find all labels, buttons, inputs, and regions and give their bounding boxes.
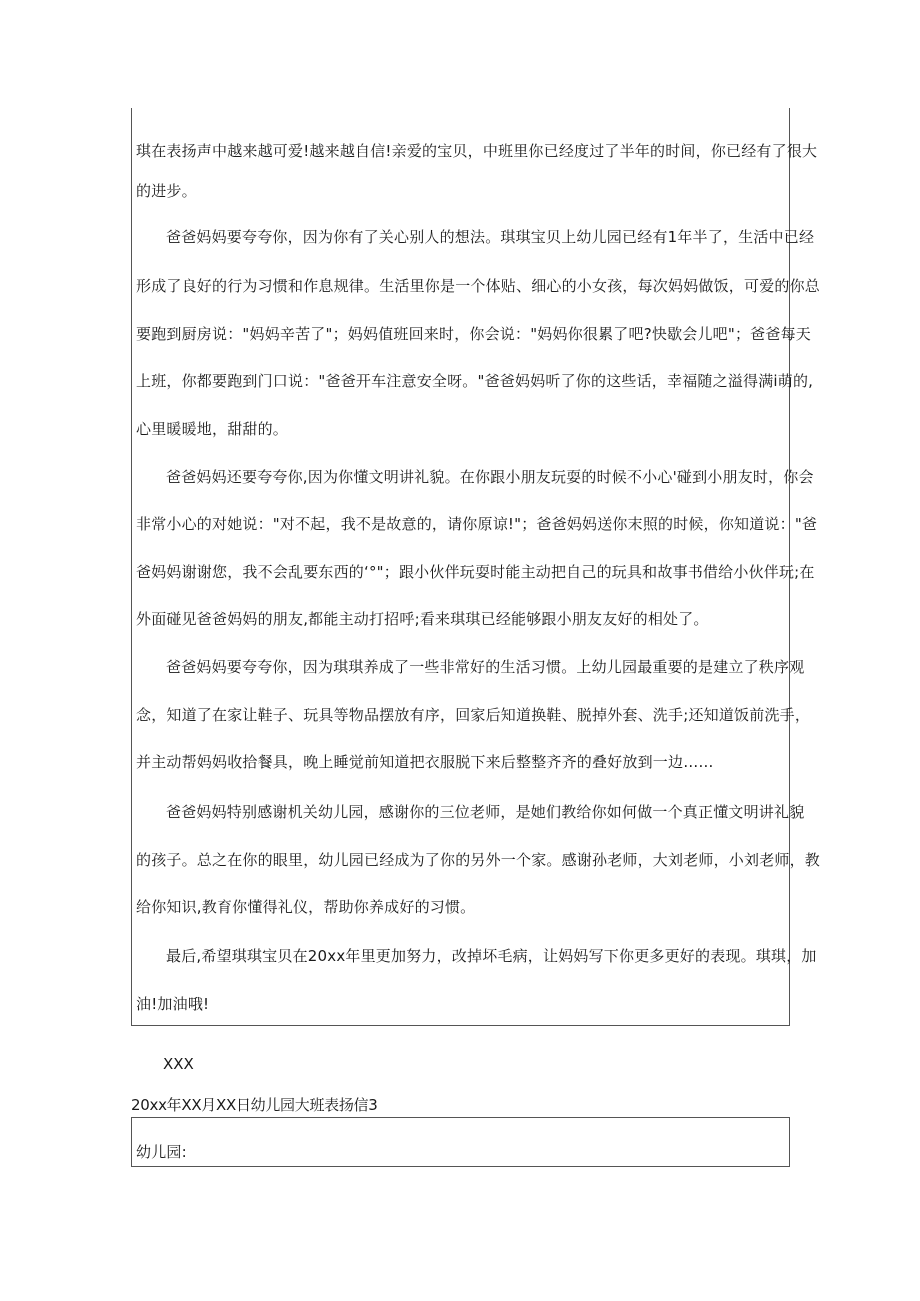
- next-letter-greeting: 幼儿园:: [136, 1143, 187, 1161]
- letter-line: 并主动帮妈妈收拾餐具，晚上睡觉前知道把衣服脱下来后整整齐齐的叠好放到一边……: [136, 753, 714, 771]
- letter-line: 形成了良好的行为习惯和作息规律。生活里你是一个体贴、细心的小女孩，每次妈妈做饭，可爱的你总: [136, 277, 821, 295]
- letter-line: 心里暖暖地，甜甜的。: [136, 420, 289, 438]
- letter-line: 爸爸妈妈要夸夸你，因为你有了关心别人的想法。琪琪宝贝上幼儿园已经有1年半了，生活中已经: [166, 228, 815, 246]
- letter-line: 琪在表扬声中越来越可爱!越来越自信!亲爱的宝贝，中班里你已经度过了半年的时间，你已经有了很大: [136, 142, 818, 160]
- signature-name: XXX: [163, 1055, 194, 1073]
- next-letter-box: [131, 1117, 790, 1167]
- letter-line: 给你知识,教育你懂得礼仪，帮助你养成好的习惯。: [136, 898, 476, 916]
- letter-line: 要跑到厨房说："妈妈辛苦了"；妈妈值班回来时，你会说："妈妈你很累了吧?快歇会儿吧"；爸爸每天: [136, 325, 811, 343]
- letter-line: 的进步。: [136, 182, 197, 200]
- letter-line: 爸爸妈妈要夸夸你，因为琪琪养成了一些非常好的生活习惯。上幼儿园最重要的是建立了秩序观: [166, 658, 805, 676]
- document-title: 20xx年XX月XX日幼儿园大班表扬信3: [131, 1096, 378, 1114]
- letter-line: 爸妈妈谢谢您，我不会乱要东西的‘°"；跟小伙伴玩耍时能主动把自己的玩具和故事书借给小伙伴玩;在: [136, 563, 815, 581]
- letter-line: 爸爸妈妈特别感谢机关幼儿园，感谢你的三位老师，是她们教给你如何做一个真正懂文明讲礼貌: [166, 803, 805, 821]
- letter-line: 爸爸妈妈还要夸夸你,因为你懂文明讲礼貌。在你跟小朋友玩耍的时候不小心'碰到小朋友时，你会: [166, 468, 814, 486]
- letter-line: 上班，你都要跑到门口说："爸爸开车注意安全呀。"爸爸妈妈听了你的这些话，幸福随之溢得满i萌的,: [136, 372, 814, 390]
- letter-line: 油!加油哦!: [136, 995, 210, 1013]
- letter-line: 念，知道了在家让鞋子、玩具等物品摆放有序，回家后知道换鞋、脱掉外套、洗手;还知道饭前洗手，: [136, 706, 811, 724]
- letter-line: 外面碰见爸爸妈妈的朋友,都能主动打招呼;看来琪琪已经能够跟小朋友友好的相处了。: [136, 610, 709, 628]
- letter-body-box: [131, 108, 821, 1026]
- letter-line: 的孩子。总之在你的眼里，幼儿园已经成为了你的另外一个家。感谢孙老师，大刘老师，小刘老师，教: [136, 851, 821, 869]
- letter-line: 最后,希望琪琪宝贝在20xx年里更加努力，改掉坏毛病，让妈妈写下你更多更好的表现。琪琪，加: [166, 947, 817, 965]
- letter-line: 非常小心的对她说："对不起，我不是故意的，请你原谅!"；爸爸妈妈送你末照的时候，你知道说："爸: [136, 515, 818, 533]
